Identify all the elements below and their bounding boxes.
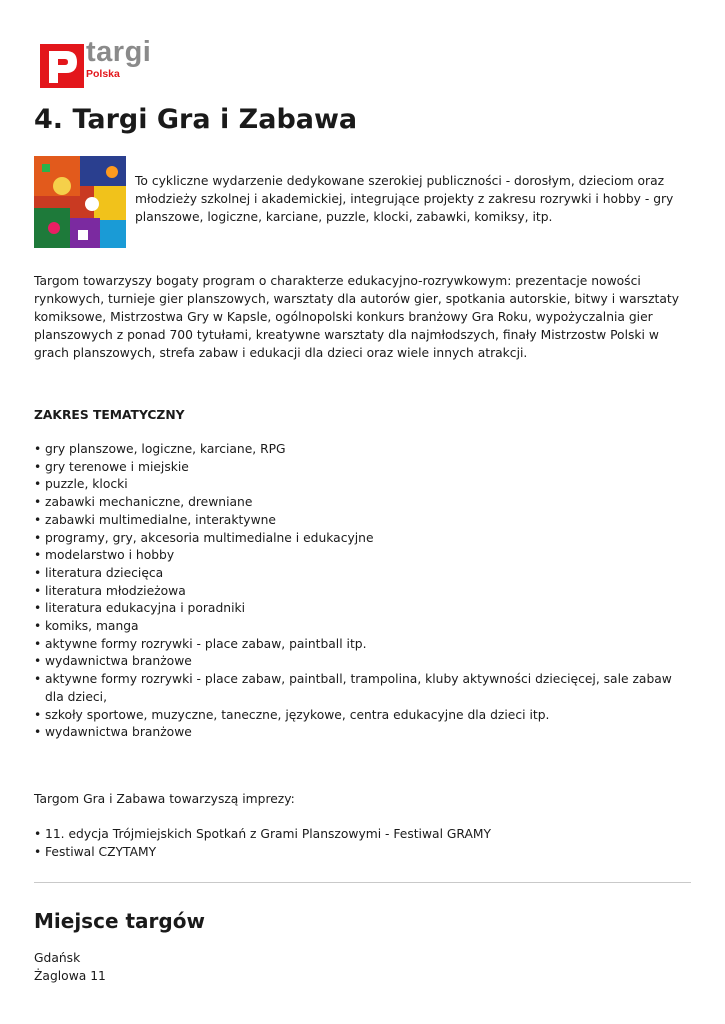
page-title: 4. Targi Gra i Zabawa: [34, 104, 358, 135]
list-item: • Festiwal CZYTAMY: [34, 843, 694, 861]
logo-word: targi: [86, 36, 152, 68]
zakres-heading: ZAKRES TEMATYCZNY: [34, 408, 185, 422]
list-item: • literatura dziecięca: [34, 565, 694, 583]
list-item: • puzzle, klocki: [34, 476, 694, 494]
list-item: • modelarstwo i hobby: [34, 547, 694, 565]
board-games-photo-icon: [34, 156, 126, 248]
list-item: • aktywne formy rozrywki - place zabaw, paintball itp.: [34, 636, 694, 654]
list-item: • aktywne formy rozrywki - place zabaw, paintball, trampolina, kluby aktywności dziecięcej, sale zabaw dla dzieci,: [34, 671, 694, 706]
list-item: • wydawnictwa branżowe: [34, 653, 694, 671]
logo-p-mark: [40, 44, 84, 88]
list-item: • literatura młodzieżowa: [34, 583, 694, 601]
venue-city: Gdańsk: [34, 951, 81, 965]
events-intro: Targom Gra i Zabawa towarzyszą imprezy:: [34, 792, 295, 806]
list-item: • programy, gry, akcesoria multimedialne i edukacyjne: [34, 530, 694, 548]
list-item: • komiks, manga: [34, 618, 694, 636]
list-item: • gry planszowe, logiczne, karciane, RPG: [34, 441, 694, 459]
venue-street: Żaglowa 11: [34, 969, 106, 983]
targi-polska-logo[interactable]: [40, 36, 160, 88]
logo-subtitle: Polska: [86, 68, 120, 80]
venue-title: Miejsce targów: [34, 909, 205, 933]
zakres-list: [34, 441, 694, 742]
section-divider: [34, 882, 691, 883]
list-item: • literatura edukacyjna i poradniki: [34, 600, 694, 618]
program-description: Targom towarzyszy bogaty program o charakterze edukacyjno-rozrywkowym: prezentacje nowości rynkowych, turnieje gier planszowych, warsztaty dla autorów gier, spotkania autorskie, bitwy i warsztaty komiksowe, Mistrzostwa Gry w Kapsle, ogólnopolski konkurs branżowy Gra Roku, wypożyczalnia gier planszowych z ponad 700 tytułami, kreatywne warsztaty dla najmłodszych, finały Mistrzostw Polski w grach planszowych, strefa zabaw i edukacji dla dzieci oraz wiele innych atrakcji.: [34, 274, 679, 360]
list-item: • wydawnictwa branżowe: [34, 724, 694, 742]
intro-text: To cykliczne wydarzenie dedykowane szerokiej publiczności - dorosłym, dzieciom oraz młodzieży szkolnej i akademickiej, integrujące projekty z zakresu rozrywki i hobby - gry planszowe, logiczne, karciane, puzzle, klocki, zabawki, komiksy, itp.: [135, 174, 674, 224]
list-item: • zabawki multimedialne, interaktywne: [34, 512, 694, 530]
list-item: • gry terenowe i miejskie: [34, 459, 694, 477]
list-item: • 11. edycja Trójmiejskich Spotkań z Grami Planszowymi - Festiwal GRAMY: [34, 825, 694, 843]
list-item: • szkoły sportowe, muzyczne, taneczne, językowe, centra edukacyjne dla dzieci itp.: [34, 707, 694, 725]
list-item: • zabawki mechaniczne, drewniane: [34, 494, 694, 512]
events-list: [34, 825, 694, 861]
